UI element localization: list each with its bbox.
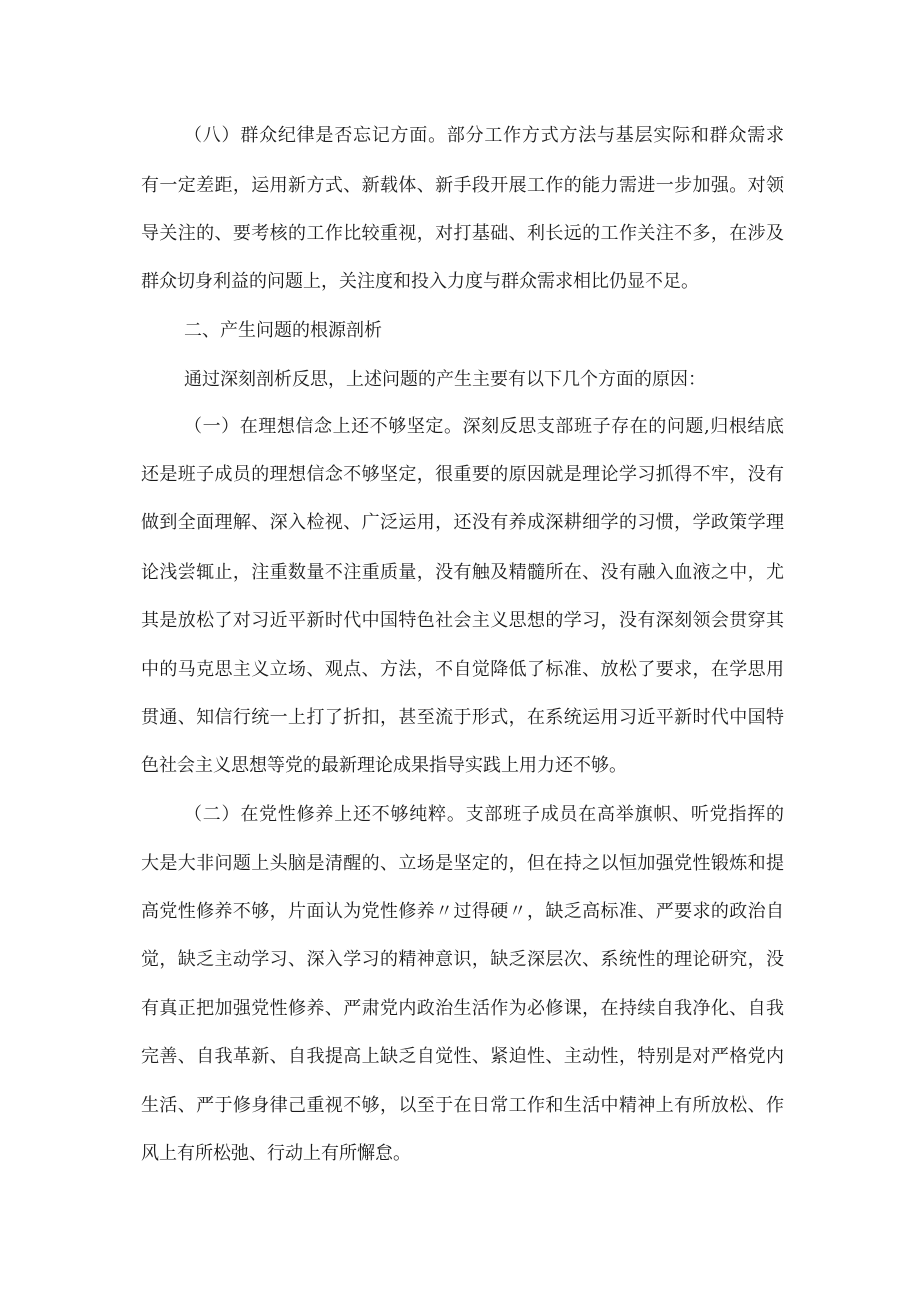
- text-line: 生活、严于修身律己重视不够，以至于在日常工作和生活中精神上有所放松、作: [141, 1095, 784, 1116]
- text-line: 风上有所松弛、行动上有所懈怠。: [141, 1143, 411, 1164]
- text-line: 贯通、知信行统一上打了折扣，甚至流于形式，在系统运用习近平新时代中国特: [141, 707, 784, 728]
- text-line: 导关注的、要考核的工作比较重视，对打基础、利长远的工作关注不多，在涉及: [141, 223, 784, 244]
- text-line: 觉，缺乏主动学习、深入学习的精神意识，缺乏深层次、系统性的理论研究，没: [141, 949, 784, 970]
- text-line: 有一定差距，运用新方式、新载体、新手段开展工作的能力需进一步加强。对领: [141, 175, 784, 196]
- text-line: 有真正把加强党性修养、严肃党内政治生活作为必修课，在持续自我净化、自我: [141, 998, 784, 1019]
- text-line: 其是放松了对习近平新时代中国特色社会主义思想的学习，没有深刻领会贯穿其: [141, 610, 784, 631]
- text-line: 大是大非问题上头脑是清醒的、立场是坚定的，但在持之以恒加强党性锻炼和提: [141, 853, 784, 874]
- text-line: 群众切身利益的问题上，关注度和投入力度与群众需求相比仍显不足。: [141, 271, 699, 292]
- text-line: 色社会主义思想等党的最新理论成果指导实践上用力还不够。: [141, 755, 627, 776]
- text-line: 做到全面理解、深入检视、广泛运用，还没有养成深耕细学的习惯，学政策学理: [141, 512, 784, 533]
- text-line: 高党性修养不够，片面认为党性修养〃过得硬〃，缺乏高标准、严要求的政治自: [141, 901, 784, 922]
- text-line: （二）在党性修养上还不够纯粹。支部班子成员在高举旗帜、听党指挥的: [184, 804, 784, 825]
- text-line: （一）在理想信念上还不够坚定。深刻反思支部班子存在的问题,归根结底: [184, 416, 784, 437]
- section-heading: 二、产生问题的根源剖析: [184, 320, 382, 341]
- text-line: 完善、自我革新、自我提高上缺乏自觉性、紧迫性、主动性，特别是对严格党内: [141, 1046, 784, 1067]
- text-line: 中的马克思主义立场、观点、方法，不自觉降低了标准、放松了要求，在学思用: [141, 659, 784, 680]
- text-line: （八）群众纪律是否忘记方面。部分工作方式方法与基层实际和群众需求: [184, 125, 784, 146]
- intro-sentence: 通过深刻剖析反思，上述问题的产生主要有以下几个方面的原因：: [184, 369, 706, 390]
- text-line: 还是班子成员的理想信念不够坚定，很重要的原因就是理论学习抓得不牢，没有: [141, 464, 784, 485]
- text-line: 论浅尝辄止，注重数量不注重质量，没有触及精髓所在、没有融入血液之中，尤: [141, 562, 784, 583]
